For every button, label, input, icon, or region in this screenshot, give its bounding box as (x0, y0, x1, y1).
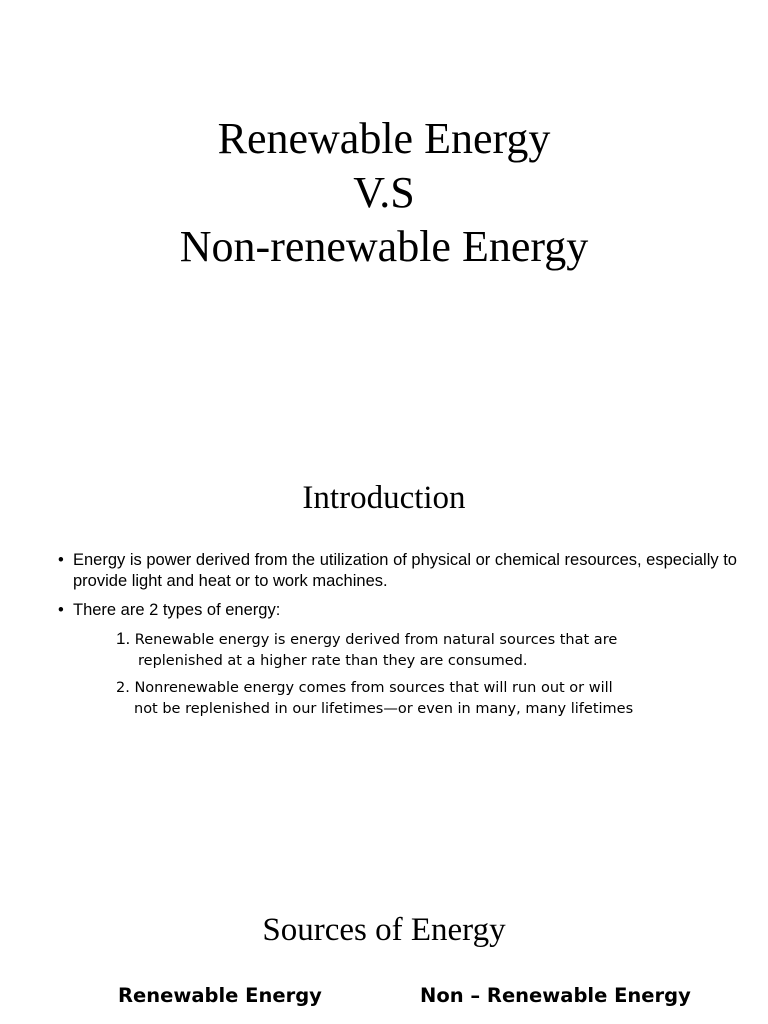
introduction-heading: Introduction (302, 480, 466, 516)
bullet-item (58, 600, 738, 621)
bullet-item (58, 550, 738, 592)
bullet-text: There are 2 types of energy: (73, 601, 281, 619)
energy-type-item (116, 628, 716, 672)
energy-type-item (116, 678, 736, 720)
slide-title (0, 112, 768, 274)
nonrenewable-column-header: Non – Renewable Energy (420, 984, 691, 1007)
sources-heading: Sources of Energy (262, 912, 506, 948)
bullet-marker: • (58, 601, 64, 619)
bullet-text: Energy is power derived from the utilization of physical or chemical resources, especially to provide light and heat or to work machines. (73, 551, 737, 590)
introduction-bullet-list (58, 550, 738, 629)
item-number: 2. (116, 680, 130, 696)
item-number: 1. (116, 629, 131, 648)
item-text-line: not be replenished in our lifetimes—or even in many, many lifetimes (134, 701, 634, 717)
renewable-column-header: Renewable Energy (118, 984, 322, 1007)
item-text-line: Nonrenewable energy comes from sources that will run out or will (134, 680, 613, 696)
item-text-line: replenished at a higher rate than they are consumed. (138, 653, 528, 669)
bullet-marker: • (58, 551, 64, 569)
title-line-3: Non-renewable Energy (179, 222, 589, 271)
title-line-1: Renewable Energy (217, 114, 551, 163)
title-line-2: V.S (353, 168, 415, 217)
item-text-line: Renewable energy is energy derived from natural sources that are (134, 632, 618, 648)
